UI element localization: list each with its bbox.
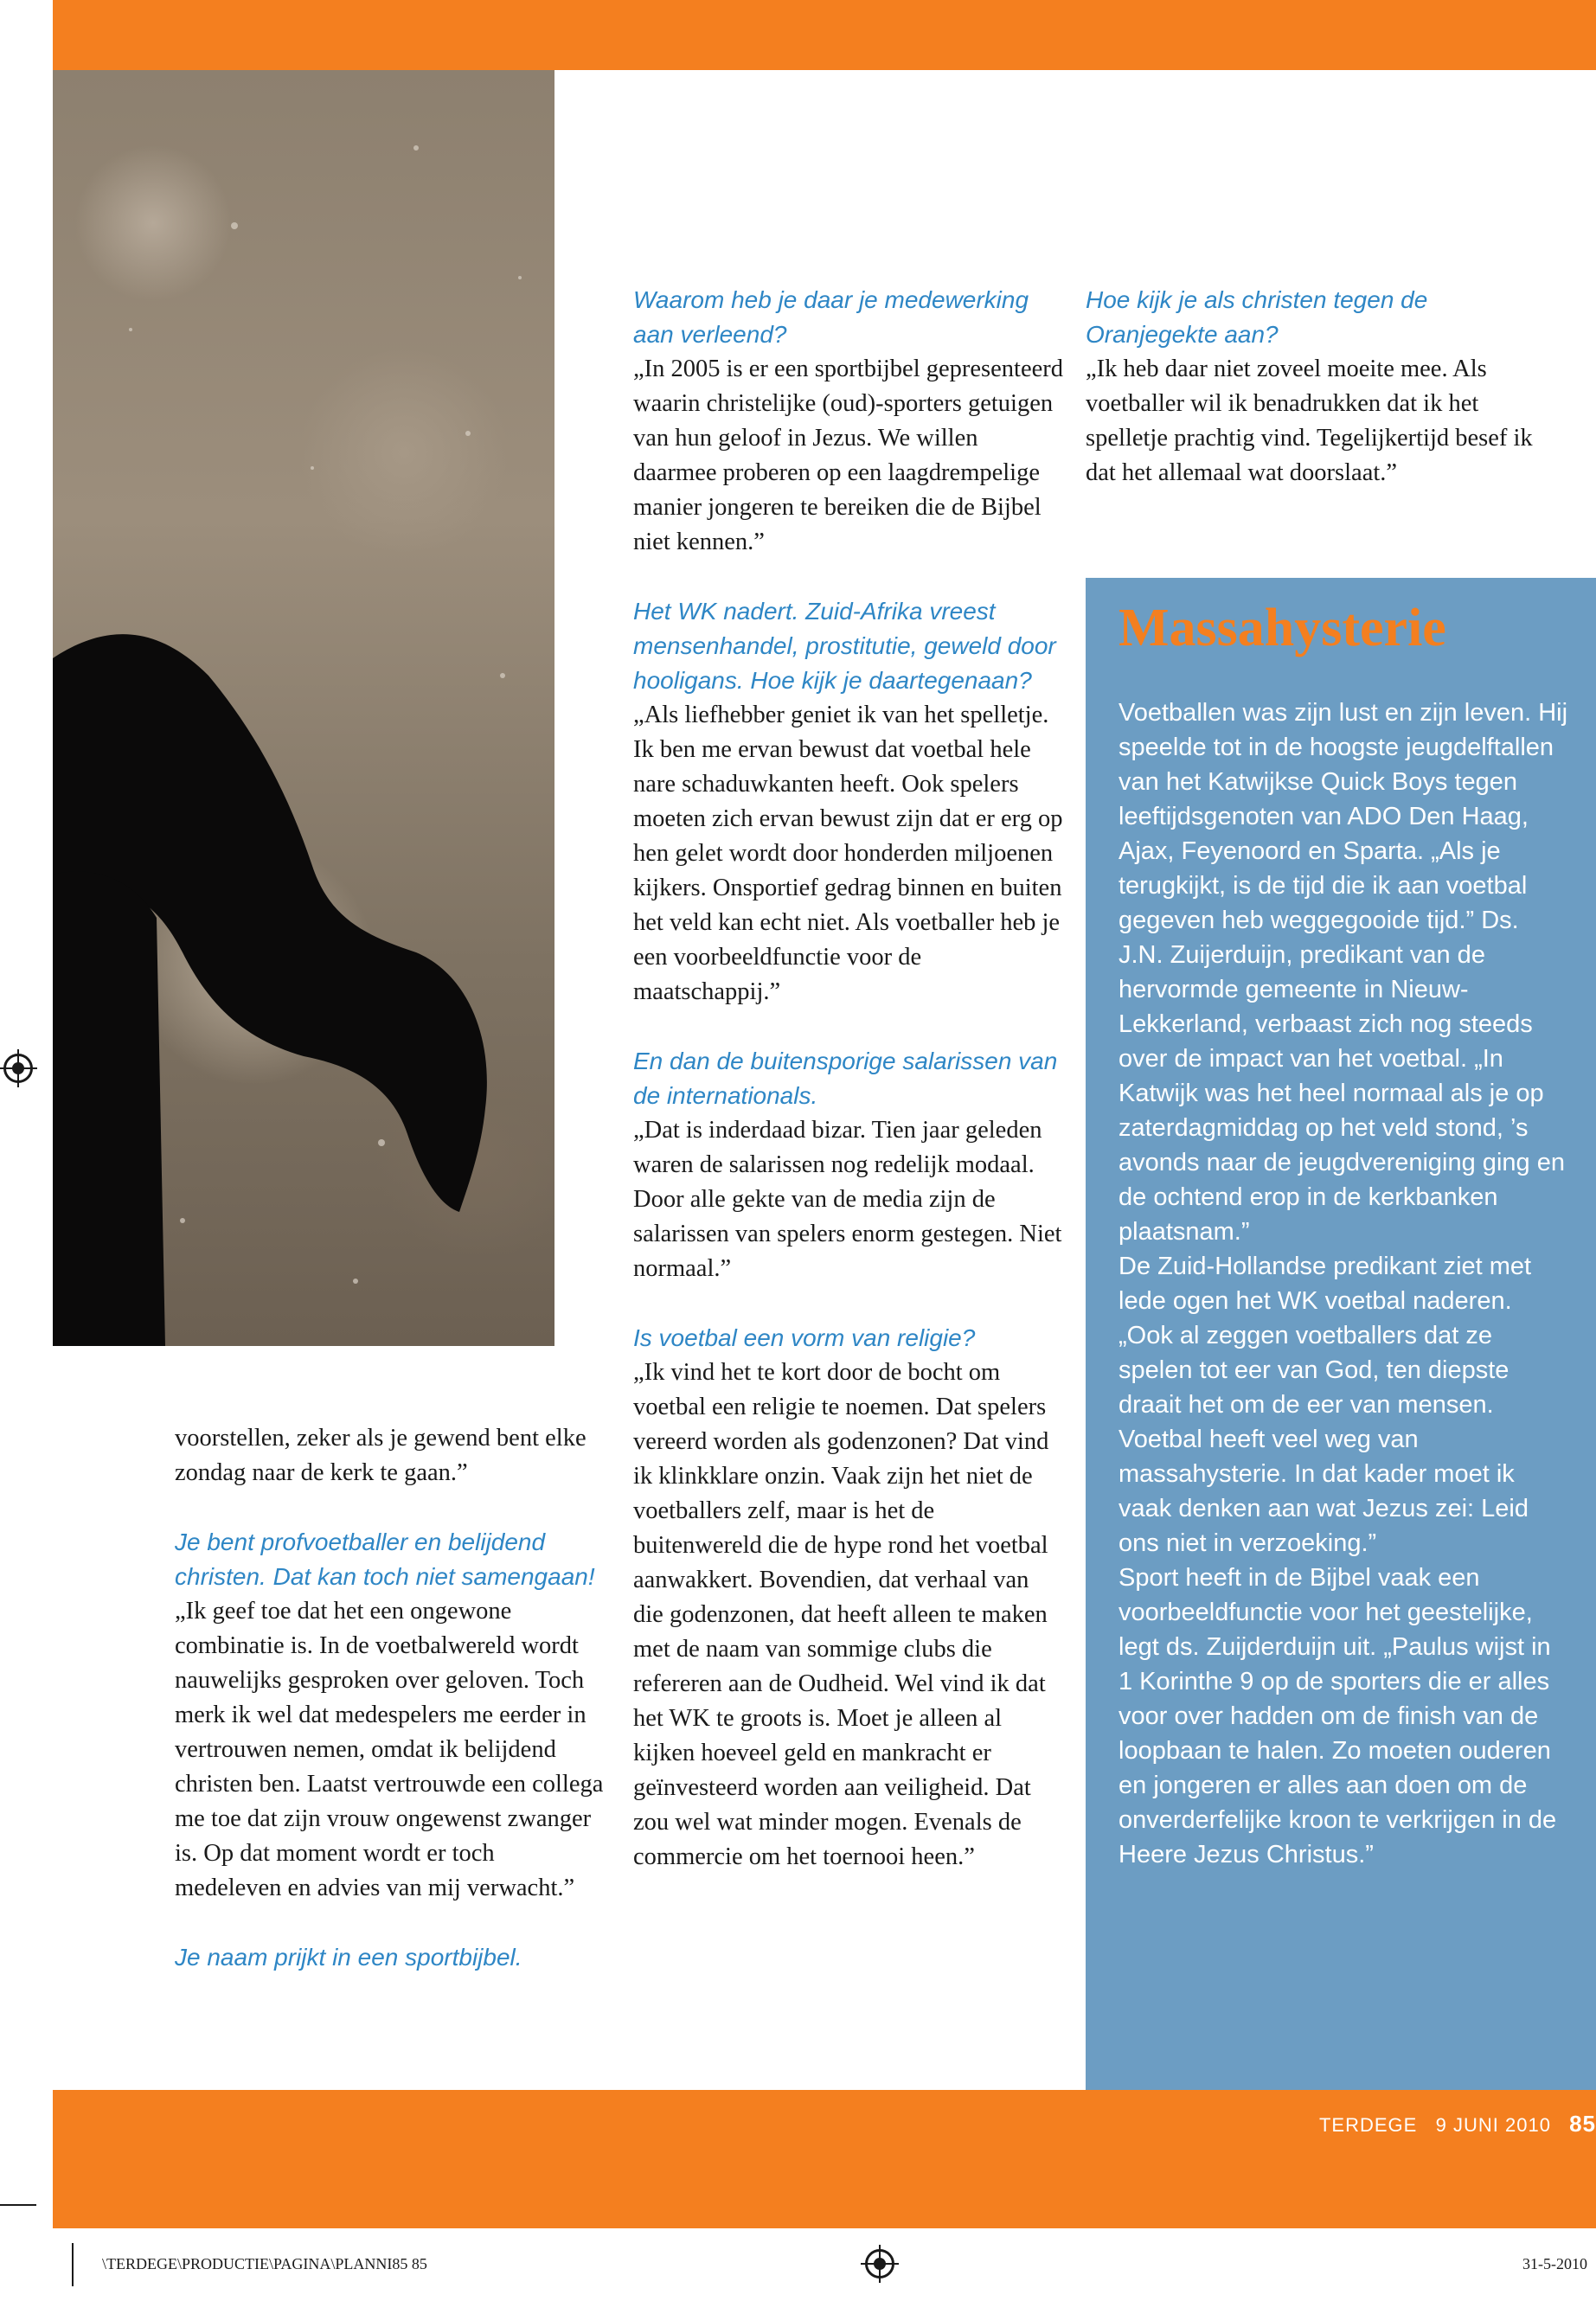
body-paragraph: „Als liefhebber geniet ik van het spelletje. Ik ben me ervan bewust dat voetbal hele nare schaduwkanten heeft. Ook spelers moeten zich ervan bewust zijn dat er erg op hen gelet wordt door honderden miljoenen kijkers. Onsportief gedrag binnen en buiten het veld kan echt niet. Als voetballer heb je een voorbeeldfunctie voor de maatschappij.” — [633, 702, 1063, 1005]
magazine-name: TERDEGE — [1318, 2114, 1418, 2136]
sidebar-text — [1118, 695, 1568, 1872]
page-number: 85 — [1569, 2111, 1596, 2137]
issue-date: 9 JUNI 2010 — [1435, 2114, 1551, 2136]
body-paragraph: „Ik geef toe dat het een ongewone combinatie is. In de voetbalwereld wordt nauwelijks gesproken over geloven. Toch merk ik wel dat medespelers me eerder in vertrouwen nemen, omdat ik belijdend christen ben. Laatst vertrouwde een collega me toe dat zijn vrouw ongewenst zwanger is. Op dat moment wordt er toch medeleven en advies van mij verwacht.” — [175, 1598, 604, 1901]
interview-question: Het WK nadert. Zuid-Afrika vreest mensenhandel, prostitutie, geweld door hooligans. Hoe kijk je daartegenaan? — [633, 598, 1056, 694]
body-paragraph: „Dat is inderdaad bizar. Tien jaar geleden waren de salarissen nog redelijk modaal. Door alle gekte van de media zijn de salarissen van spelers enorm gestegen. Niet normaal.” — [633, 1117, 1062, 1282]
sidebar-box — [1086, 578, 1596, 2090]
registration-mark-icon — [865, 2249, 894, 2279]
silhouette-graphic — [53, 70, 554, 1346]
body-paragraph: „Ik heb daar niet zoveel moeite mee. Als voetballer wil ik benadrukken dat ik het spelletje prachtig vind. Tegelijkertijd besef ik dat het allemaal wat doorslaat.” — [1086, 356, 1533, 486]
footballer-silhouette-photo — [53, 70, 554, 1346]
interview-question: Je bent profvoetballer en belijdend christen. Dat kan toch niet samengaan! — [175, 1529, 595, 1590]
interview-question: En dan de buitensporige salarissen van de internationals. — [633, 1048, 1058, 1109]
registration-mark-icon — [3, 1054, 33, 1083]
print-slug-path: \TERDEGE\PRODUCTIE\PAGINA\PLANNI85 85 — [102, 2255, 427, 2272]
interview-question: Is voetbal een vorm van religie? — [633, 1324, 976, 1351]
interview-question: Waarom heb je daar je medewerking aan verleend? — [633, 286, 1029, 348]
body-paragraph: „In 2005 is er een sportbijbel gepresenteerd waarin christelijke (oud)-sporters getuigen van hun geloof in Jezus. We willen daarmee proberen op een laagdrempelige manier jongeren te bereiken die de Bijbel niet kennen.” — [633, 356, 1063, 555]
crop-mark — [0, 2204, 36, 2206]
body-paragraph: „Ik vind het te kort door de bocht om voetbal een religie te noemen. Dat spelers vereerd worden als godenzonen? Dat vind ik klinkklare onzin. Vaak zijn het niet de voetballers zelf, maar is het de buitenwereld die de hype rond het voetbal aanwakkert. Bovendien, dat verhaal van die godenzonen, dat heeft alleen te maken met de naam van sommige clubs die refereren aan de Oudheid. Wel vind ik dat het WK te groots is. Moet je alleen al kijken hoeveel geld en mankracht er geïnvesteerd worden aan veiligheid. Dat zou wel wat minder mogen. Evenals de commercie om het toernooi heen.” — [633, 1359, 1049, 1870]
sidebar-paragraph: Sport heeft in de Bijbel vaak een voorbeeldfunctie voor het geestelijke, legt ds. Zuijderduijn uit. „Paulus wijst in 1 Korinthe 9 op de sporters die er alles voor over hadden om de finish van de loopbaan te halen. Zo moeten ouderen en jongeren er alles aan doen om de onverderfelijke kroon te verkrijgen in de Heere Jezus Christus.” — [1118, 1564, 1557, 1868]
crop-mark — [72, 2243, 74, 2286]
right-text-column — [1086, 283, 1535, 490]
body-paragraph: voorstellen, zeker als je gewend bent elke zondag naar de kerk te gaan.” — [175, 1425, 586, 1486]
top-orange-bar — [53, 0, 1596, 70]
sidebar-paragraph: Voetballen was zijn lust en zijn leven. Hij speelde tot in de hoogste jeugdelftallen van het Katwijkse Quick Boys tegen leeftijdsgenoten van ADO Den Haag, Ajax, Feyenoord en Sparta. „Als je terugkijkt, is de tijd die ik aan voetbal gegeven heb weggegooide tijd.” Ds. J.N. Zuijerduijn, predikant van de hervormde gemeente in Nieuw-Lekkerland, verbaast zich nog steeds over de impact van het voetbal. „In Katwijk was het heel normaal als je op zaterdagmiddag op het veld stond, ’s avonds naar de jeugdvereniging ging en de ochtend erop in de kerkbanken plaatsnam.” — [1118, 699, 1568, 1246]
interview-question: Je naam prijkt in een sportbijbel. — [175, 1944, 522, 1971]
interview-question: Hoe kijk je als christen tegen de Oranjegekte aan? — [1086, 286, 1428, 348]
print-slug-date: 31-5-2010 — [1522, 2255, 1587, 2272]
sidebar-paragraph: De Zuid-Hollandse predikant ziet met lede ogen het WK voetbal naderen. „Ook al zeggen voetballers dat ze spelen tot eer van God, ten diepste draait het om de eer van mensen. Voetbal heeft veel weg van massahysterie. In dat kader moet ik vaak denken aan wat Jezus zei: Leid ons niet in verzoeking.” — [1118, 1253, 1532, 1557]
page-footer — [1319, 2111, 1596, 2138]
left-text-column — [175, 1421, 607, 1975]
sidebar-title: Massahysterie — [1118, 599, 1446, 657]
middle-text-column — [633, 283, 1064, 1875]
